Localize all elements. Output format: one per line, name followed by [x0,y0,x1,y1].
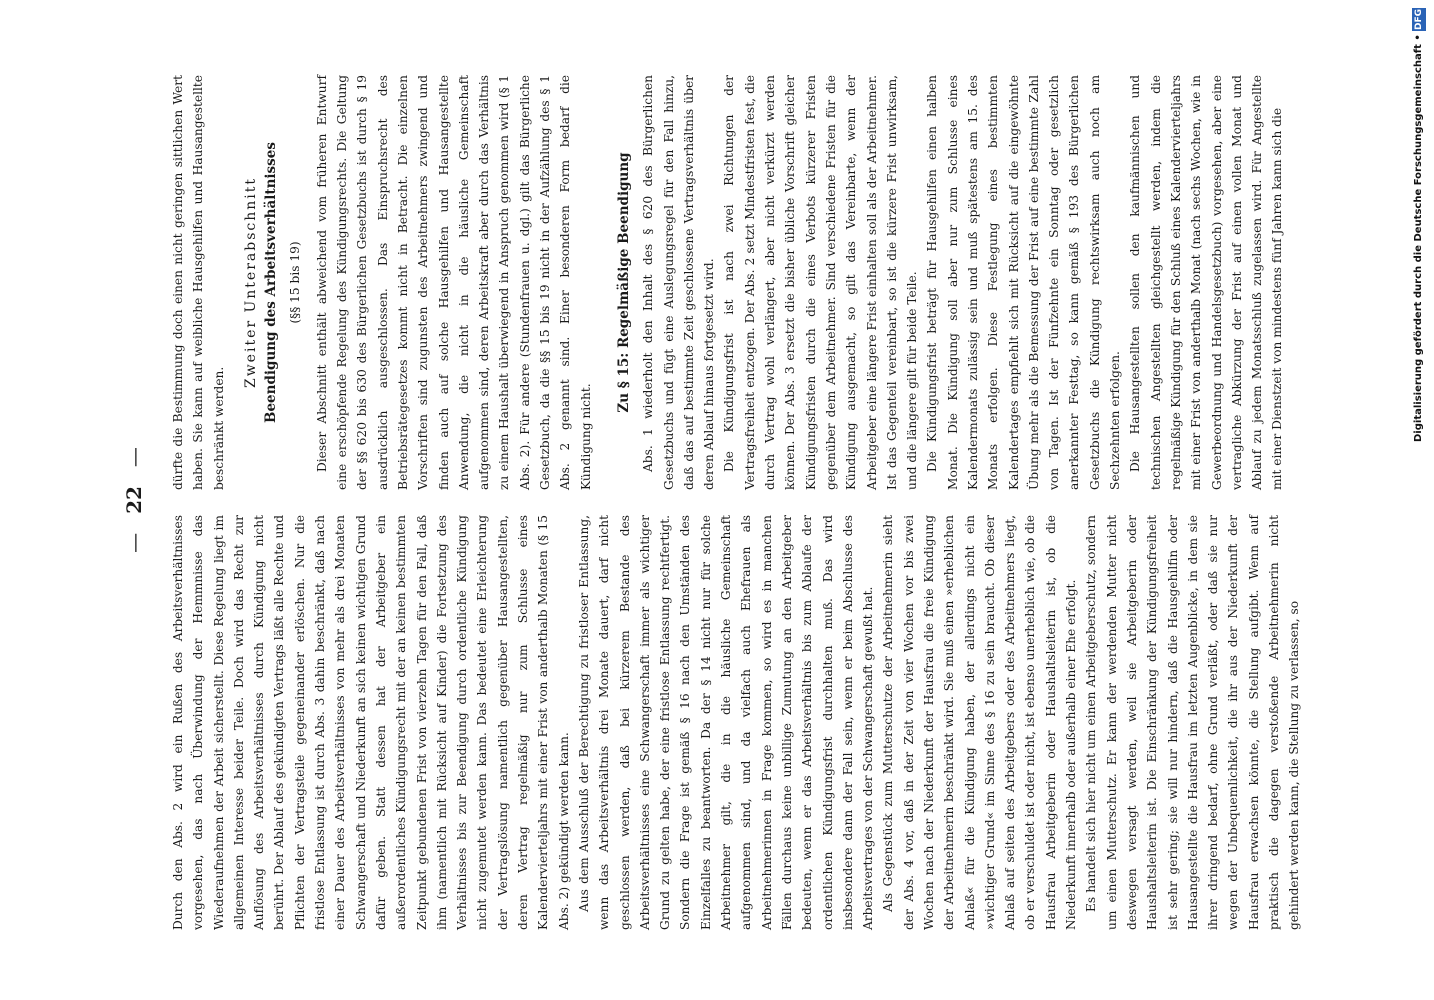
left-paragraph-3: Als Gegenstück zum Mutterschutze der Arbeitnehmerin sieht der Abs. 4 vor, daß in der Zeit von vier Wochen vor bis zwei Wochen nach der Niederkunft der Hausfrau die freie Kündigung der Arbeitnehmerin beschränkt wird. Sie muß einen »erheblichen Anlaß« für die Kündigung haben, der allerdings nicht ein »wichtiger Grund« im Sinne des § 16 zu sein braucht. Ob dieser Anlaß auf seiten des Arbeitgebers oder des Arbeitnehmers liegt, ob er verschuldet ist oder nicht, ist ebenso unerheblich wie, ob die Hausfrau Arbeitgeberin oder Haushaltsleiterin ist, ob die Niederkunft innerhalb oder außerhalb einer Ehe erfolgt. [881,515,1079,930]
digitization-note [1412,8,1432,708]
page-number [122,50,146,950]
digitization-note-label: Digitalisierung gefördert durch die Deutsche Forschungsgemeinschaft [1413,44,1424,443]
page-number-dash-right: — [122,447,146,468]
left-paragraph-4: Es handelt sich hier nicht um einen Arbeitgeberschutz, sondern um einen Mutterschutz. Er kann der werdenden Mutter nicht deswegen versagt werden, weil sie Arbeitgeberin oder Haushaltsleiterin ist. Die Einschränkung der Kündigungsfreiheit ist sehr gering; sie will nur hindern, daß die Hausgehilfin oder Hausangestellte die Hausfrau im letzten Augenblicke, in dem sie ihrer dringend bedarf, ohne Grund verläßt, oder daß sie nur wegen der Unbequemlichkeit, die ihr aus der Niederkunft der Hausfrau erwachsen könnte, die Stellung aufgibt. Wenn auf praktisch die dagegen verstoßende Arbeitnehmerin nicht gehindert werden kann, die Stellung zu verlassen, so [1084,515,1302,930]
subsection-title: Zweiter Unterabschnitt [242,176,259,389]
paragraphs-reference: (§§ 15 bis 19) [288,241,303,324]
left-column [168,515,1305,930]
right-paragraph-4: Die Kündigungsfrist beträgt für Hausgehilfen einen halben Monat. Die Kündigung soll aber nur zum Schlusse eines Kalendermonats zulässig sein und muß spätestens am 15. des Monats erfolgen. Diese Festlegung eines bestimmten Kalendertages empfiehlt sich mit Rücksicht auf die eingewöhnte Übung mehr als die Bemessung der Frist auf eine bestimmte Zahl von Tagen. Ist der Fünfzehnte ein Sonntag oder gesetzlich anerkannter Festtag, so kann gemäß § 193 des Bürgerlichen Gesetzbuchs die Kündigung rechtswirksam auch noch am Sechzehnten erfolgen. [925,75,1123,490]
page-number-dash-left: — [122,532,146,553]
page-number-value: 22 [122,486,146,514]
right-paragraph-2: Abs. 1 wiederholt den Inhalt des § 620 des Bürgerlichen Gesetzbuchs und fügt eine Auslegungsregel für den Fall hinzu, daß das auf bestimmte Zeit geschlossene Vertragsverhältnis über deren Ablauf hinaus fortgesetzt wird. [641,75,717,490]
dfg-logo: DFG [1414,9,1424,31]
section-heading: Beendigung des Arbeitsverhältnisses [263,142,280,423]
right-paragraph-1: Dieser Abschnitt enthält abweichend vom früheren Entwurf eine erschöpfende Regelung des Kündigungsrechts. Die Geltung der §§ 620 bis 630 des Bürgerlichen Gesetzbuchs ist durch § 19 ausdrücklich ausgeschlossen. Das Einspruchsrecht des Betriebsrätegesetzes kommt nicht in Betracht. Die einzelnen Vorschriften sind zugunsten des Arbeitnehmers zwingend und finden auch auf solche Hausgehilfen und Hausangestellte Anwendung, die nicht in die häusliche Gemeinschaft aufgenommen sind, deren Arbeitskraft aber durch das Verhältnis zu einem Haushalt überwiegend in Anspruch genommen wird (§ 1 Abs. 2). Für andere (Stundenfrauen u. dgl.) gilt das Bürgerliche Gesetzbuch, da die §§ 15 bis 19 nicht in der Aufzählung des § 1 Abs. 2 genannt sind. Einer besonderen Form bedarf die Kündigung nicht. [314,75,593,490]
right-column [168,75,1288,490]
rotated-page [110,50,1302,950]
right-paragraph-3: Die Kündigungsfrist ist nach zwei Richtungen der Vertragsfreiheit entzogen. Der Abs. 2 setzt Mindestfristen fest, die durch Vertrag wohl verlängert, aber nicht verkürzt werden können. Der Abs. 3 ersetzt die bisher übliche Vorschrift gleicher Kündigungsfristen durch die eines Verbots kürzerer Fristen gegenüber dem Arbeitnehmer. Sind verschiedene Fristen für die Kündigung ausgemacht, so gilt das Vereinbarte, wenn der Arbeitgeber eine längere Frist einhalten soll als der Arbeitnehmer. Ist das Gegenteil vereinbart, so ist die kürzere Frist unwirksam, und die längere gilt für beide Teile. [722,75,920,490]
right-intro-paragraph: dürfte die Bestimmung doch einen nicht geringen sittlichen Wert haben. Sie kann auf weibliche Hausgehilfen und Hausangestellte beschränkt werden. [171,75,226,490]
digitization-note-text [1412,8,1429,698]
left-paragraph-1: Durch den Abs. 2 wird ein Rußen des Arbeitsverhältnisses vorgesehen, das nach Überwindung der Hemmnisse das Wiederaufnehmen der Arbeit sicherstellt. Diese Regelung liegt im allgemeinen Interesse beider Teile. Doch wird das Recht zur Auflösung des Arbeitsverhältnisses durch Kündigung nicht berührt. Der Ablauf des gekündigten Vertrags läßt alle Rechte und Pflichten der Vertragsteile gegeneinander erlöschen. Nur die fristlose Entlassung ist durch Abs. 3 dahin beschränkt, daß nach einer Dauer des Arbeitsverhältnisses von mehr als drei Monaten Schwangerschaft und Niederkunft an sich keinen wichtigen Grund dafür geben. Statt dessen hat der Arbeitgeber ein außerordentliches Kündigungsrecht mit der an keinen bestimmten Zeitpunkt gebundenen Frist von vierzehn Tagen für den Fall, daß ihm (namentlich mit Rücksicht auf Kinder) die Fortsetzung des Verhältnisses bis zur Beendigung durch ordentliche Kündigung nicht zugemutet werden kann. Das bedeutet eine Erleichterung der Vertragslösung namentlich gegenüber Hausangestellten, deren Vertrag regelmäßig nur zum Schlusse eines Kalendervierteljahrs mit einer Frist von anderthalb Monaten (§ 15 Abs. 2) gekündigt werden kann. [171,515,571,930]
section-15-heading: Zu § 15: Regelmäßige Beendigung [615,152,632,413]
right-paragraph-5: Die Hausangestellten sollen den kaufmännischen und technischen Angestellten gleichgestellt werden, indem die regelmäßige Kündigung für den Schluß eines Kalendervierteljahrs mit einer Frist von anderthalb Monat (nach sechs Wochen, wie in Gewerbeordnung und Handelsgesetzbuch) vorgesehen, aber eine vertragliche Abkürzung der Frist auf einen vollen Monat und Ablauf zu jedem Monatsschluß zugelassen wird. Für Angestellte mit einer Dienstzeit von mindestens fünf Jahren kann sich die [1128,75,1285,490]
digitization-note-separator: • [1413,34,1424,41]
left-paragraph-2: Aus dem Ausschluß der Berechtigung zu fristloser Entlassung, wenn das Arbeitsverhältnis drei Monate dauert, darf nicht geschlossen werden, daß bei kürzerem Bestande des Arbeitsverhältnisses eine Schwangerschaft immer als wichtiger Grund zu gelten habe, der eine fristlose Entlassung rechtfertigt. Sondern die Frage ist gemäß § 16 nach den Umständen des Einzelfalles zu beantworten. Da der § 14 nicht nur für solche Arbeitnehmer gilt, die in die häusliche Gemeinschaft aufgenommen sind, und da vielfach auch Ehefrauen als Arbeitnehmerinnen in Frage kommen, so wird es in manchen Fällen durchaus keine unbillige Zumutung an den Arbeitgeber bedeuten, wenn er das Arbeitsverhältnis bis zum Ablaufe der ordentlichen Kündigungsfrist durchhalten muß. Das wird insbesondere dann der Fall sein, wenn er beim Abschlusse des Arbeitsvertrages von der Schwangerschaft gewußt hat. [576,515,876,930]
